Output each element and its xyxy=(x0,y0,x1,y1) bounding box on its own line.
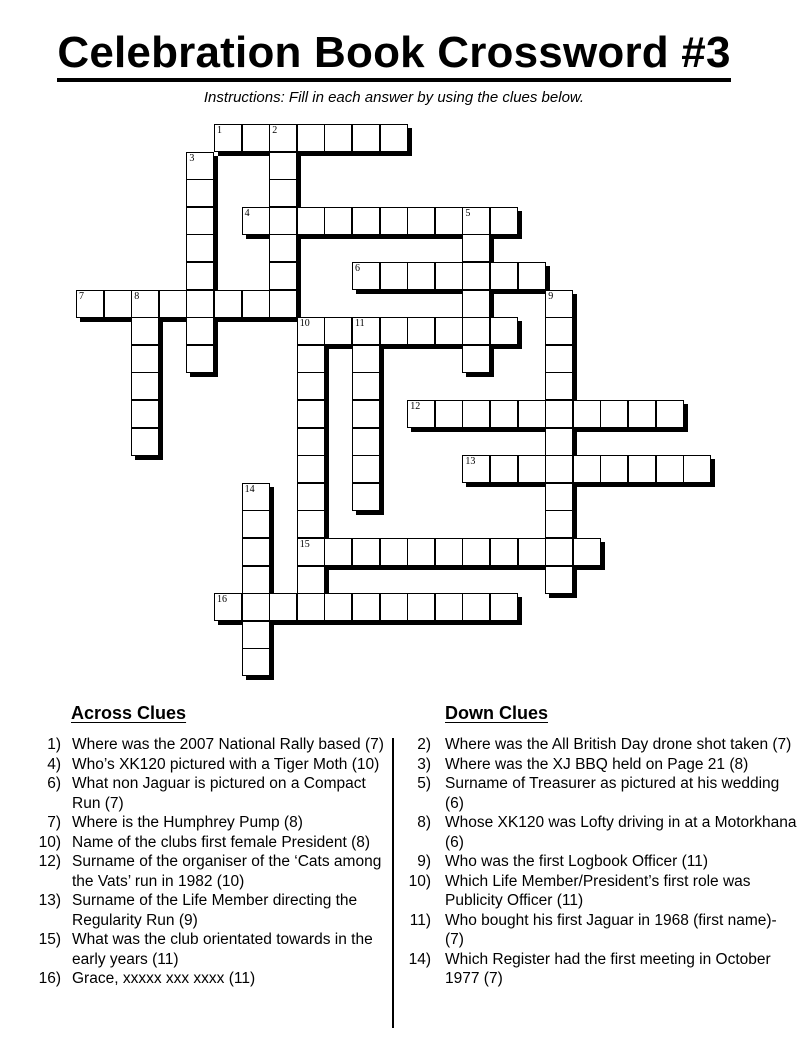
clue-number: 12) xyxy=(38,853,61,870)
grid-cell[interactable] xyxy=(214,290,242,318)
grid-cell[interactable] xyxy=(545,290,573,318)
down-clue-list xyxy=(398,735,798,989)
grid-cell[interactable] xyxy=(324,124,352,152)
grid-cell[interactable] xyxy=(352,345,380,373)
clue-number: 9) xyxy=(417,853,431,870)
grid-cell[interactable] xyxy=(407,593,435,621)
grid-cell[interactable] xyxy=(104,290,132,318)
grid-cell[interactable] xyxy=(214,593,242,621)
clue-text: Grace, xxxxx xxx xxxx (11) xyxy=(72,970,256,987)
clue-number: 11) xyxy=(409,911,431,929)
grid-cell[interactable] xyxy=(324,593,352,621)
clue-text: Which Register had the first meeting in October 1977 (7) xyxy=(445,950,771,987)
clue-number: 6) xyxy=(47,775,61,792)
clue-item xyxy=(398,911,798,950)
grid-cell[interactable] xyxy=(545,372,573,400)
clue-number: 8) xyxy=(417,814,431,831)
grid-cell[interactable] xyxy=(545,566,573,594)
grid-cell[interactable] xyxy=(545,400,573,428)
grid-cell[interactable] xyxy=(545,317,573,345)
grid-cell[interactable] xyxy=(545,483,573,511)
grid-cell[interactable] xyxy=(269,262,297,290)
grid-cell[interactable] xyxy=(490,593,518,621)
grid-cell[interactable] xyxy=(297,345,325,373)
grid-cell[interactable] xyxy=(131,372,159,400)
grid-cell[interactable] xyxy=(407,207,435,235)
grid-cell[interactable] xyxy=(435,317,463,345)
grid-cell[interactable] xyxy=(297,483,325,511)
column-divider xyxy=(392,738,394,1028)
clue-number: 1) xyxy=(47,736,61,753)
grid-cell[interactable] xyxy=(545,510,573,538)
grid-cell[interactable] xyxy=(297,400,325,428)
grid-cell[interactable] xyxy=(462,290,490,318)
grid-cell[interactable] xyxy=(545,455,573,483)
grid-cell[interactable] xyxy=(242,207,270,235)
grid-cell[interactable] xyxy=(352,400,380,428)
clue-number: 13) xyxy=(38,892,61,909)
clue-text: Where was the 2007 National Rally based (7) xyxy=(72,736,384,753)
grid-cell[interactable] xyxy=(131,345,159,373)
grid-cell[interactable] xyxy=(435,400,463,428)
grid-cell[interactable] xyxy=(324,538,352,566)
grid-cell[interactable] xyxy=(462,317,490,345)
grid-cell[interactable] xyxy=(242,483,270,511)
grid-cell[interactable] xyxy=(435,207,463,235)
clue-number: 16) xyxy=(38,970,61,987)
grid-cell[interactable] xyxy=(297,428,325,456)
grid-cell[interactable] xyxy=(490,400,518,428)
grid-cell[interactable] xyxy=(380,124,408,152)
grid-cell[interactable] xyxy=(435,593,463,621)
grid-cell[interactable] xyxy=(352,593,380,621)
clue-number: 14) xyxy=(408,950,431,968)
clue-item xyxy=(0,930,390,969)
grid-cell[interactable] xyxy=(186,152,214,180)
grid-cell[interactable] xyxy=(490,207,518,235)
cell-number: 3 xyxy=(189,152,195,164)
grid-cell[interactable] xyxy=(131,290,159,318)
grid-cell[interactable] xyxy=(490,538,518,566)
grid-cell[interactable] xyxy=(407,400,435,428)
cell-number: 15 xyxy=(299,539,310,550)
clue-text: Who’s XK120 pictured with a Tiger Moth (10) xyxy=(72,755,380,773)
grid-cell[interactable] xyxy=(269,207,297,235)
grid-cell[interactable] xyxy=(297,372,325,400)
grid-cell[interactable] xyxy=(600,400,628,428)
clue-number: 15) xyxy=(38,931,61,948)
clue-text: Who was the first Logbook Officer (11) xyxy=(445,853,709,870)
clue-text: Where is the Humphrey Pump (8) xyxy=(72,814,303,831)
cell-number: 9 xyxy=(548,290,554,302)
grid-cell[interactable] xyxy=(186,317,214,345)
grid-cell[interactable] xyxy=(656,400,684,428)
grid-cell[interactable] xyxy=(573,455,601,483)
clue-text: Whose XK120 was Lofty driving in at a Motorkhana (6) xyxy=(445,814,797,851)
grid-cell[interactable] xyxy=(214,124,242,152)
clue-text: Where was the All British Day drone shot taken (7) xyxy=(445,736,792,753)
grid-cell[interactable] xyxy=(490,317,518,345)
grid-cell[interactable] xyxy=(352,483,380,511)
grid-cell[interactable] xyxy=(269,234,297,262)
grid-cell[interactable] xyxy=(131,400,159,428)
grid-cell[interactable] xyxy=(297,207,325,235)
grid-cell[interactable] xyxy=(462,207,490,235)
grid-cell[interactable] xyxy=(352,262,380,290)
clue-number: 10) xyxy=(38,833,61,851)
cell-number: 1 xyxy=(217,125,222,136)
clue-number: 4) xyxy=(47,755,61,773)
grid-cell[interactable] xyxy=(462,538,490,566)
clue-item xyxy=(398,950,798,989)
grid-cell[interactable] xyxy=(242,566,270,594)
grid-cell[interactable] xyxy=(297,593,325,621)
clue-number: 7) xyxy=(47,814,61,831)
grid-cell[interactable] xyxy=(297,124,325,152)
grid-cell[interactable] xyxy=(352,455,380,483)
across-clue-list xyxy=(0,735,390,989)
clue-number: 5) xyxy=(417,775,431,792)
clue-text: Where was the XJ BBQ held on Page 21 (8) xyxy=(445,755,749,773)
clue-text: Surname of the organiser of the ‘Cats among the Vats’ run in 1982 (10) xyxy=(72,853,382,890)
grid-cell[interactable] xyxy=(186,207,214,235)
clue-item xyxy=(398,813,798,852)
clue-text: Surname of the Life Member directing the Regularity Run (9) xyxy=(72,892,358,929)
grid-cell[interactable] xyxy=(269,290,297,318)
clue-text: Name of the clubs first female President (8) xyxy=(72,833,371,851)
cell-number: 11 xyxy=(355,318,365,330)
grid-cell[interactable] xyxy=(186,290,214,318)
clue-item xyxy=(398,755,798,775)
cell-number: 16 xyxy=(217,594,227,606)
grid-cell[interactable] xyxy=(242,124,270,152)
grid-cell[interactable] xyxy=(242,510,270,538)
grid-cell[interactable] xyxy=(269,124,297,152)
grid-cell[interactable] xyxy=(628,400,656,428)
clue-item xyxy=(398,872,798,911)
grid-cell[interactable] xyxy=(324,317,352,345)
grid-cell[interactable] xyxy=(380,207,408,235)
grid-cell[interactable] xyxy=(297,317,325,345)
grid-cell[interactable] xyxy=(462,262,490,290)
instructions: Instructions: Fill in each answer by using the clues below. xyxy=(203,89,585,106)
grid-cell[interactable] xyxy=(242,593,270,621)
grid-cell[interactable] xyxy=(352,124,380,152)
grid-cell[interactable] xyxy=(407,262,435,290)
grid-cell[interactable] xyxy=(573,400,601,428)
grid-cell[interactable] xyxy=(490,455,518,483)
grid-cell[interactable] xyxy=(462,345,490,373)
grid-cell[interactable] xyxy=(380,538,408,566)
grid-cell[interactable] xyxy=(131,317,159,345)
clue-item xyxy=(0,969,390,989)
clue-text: What non Jaguar is pictured on a Compact Run (7) xyxy=(72,775,366,812)
grid-cell[interactable] xyxy=(573,538,601,566)
cell-number: 4 xyxy=(244,207,250,219)
grid-cell[interactable] xyxy=(545,538,573,566)
grid-cell[interactable] xyxy=(600,455,628,483)
grid-cell[interactable] xyxy=(407,317,435,345)
clue-item xyxy=(0,891,390,930)
grid-cell[interactable] xyxy=(352,428,380,456)
grid-cell[interactable] xyxy=(407,538,435,566)
grid-cell[interactable] xyxy=(242,538,270,566)
grid-cell[interactable] xyxy=(380,317,408,345)
grid-cell[interactable] xyxy=(352,317,380,345)
grid-cell[interactable] xyxy=(435,538,463,566)
grid-cell[interactable] xyxy=(297,566,325,594)
page-title: Celebration Book Crossword #3 xyxy=(57,28,731,77)
clue-item xyxy=(0,833,390,853)
grid-cell[interactable] xyxy=(628,455,656,483)
grid-cell[interactable] xyxy=(269,179,297,207)
grid-cell[interactable] xyxy=(462,400,490,428)
cell-number: 13 xyxy=(465,456,476,468)
clue-number: 2) xyxy=(417,736,431,753)
grid-cell[interactable] xyxy=(297,538,325,566)
clue-item xyxy=(398,852,798,872)
grid-cell[interactable] xyxy=(297,510,325,538)
cell-number: 5 xyxy=(465,207,471,219)
grid-cell[interactable] xyxy=(131,428,159,456)
grid-cell[interactable] xyxy=(186,234,214,262)
clue-text: What was the club orientated towards in the early years (11) xyxy=(72,931,373,968)
clue-item xyxy=(0,813,390,833)
grid-cell[interactable] xyxy=(352,372,380,400)
clue-item xyxy=(0,852,390,891)
grid-cell[interactable] xyxy=(545,428,573,456)
across-clues-heading: Across Clues xyxy=(71,703,187,723)
clue-number: 10) xyxy=(408,872,431,890)
grid-cell[interactable] xyxy=(297,455,325,483)
grid-cell[interactable] xyxy=(269,593,297,621)
grid-cell[interactable] xyxy=(518,455,546,483)
cell-number: 14 xyxy=(244,483,255,495)
cell-number: 2 xyxy=(272,125,278,136)
grid-cell[interactable] xyxy=(462,234,490,262)
cell-number: 10 xyxy=(299,318,310,330)
cell-number: 6 xyxy=(355,263,360,274)
grid-cell[interactable] xyxy=(518,538,546,566)
clue-number: 3) xyxy=(417,755,431,773)
clue-text: Which Life Member/President’s first role was Publicity Officer (11) xyxy=(445,872,751,909)
clue-text: Who bought his first Jaguar in 1968 (first name)- (7) xyxy=(445,911,777,948)
grid-cell[interactable] xyxy=(242,621,270,649)
grid-cell[interactable] xyxy=(159,290,187,318)
grid-cell[interactable] xyxy=(242,648,270,676)
grid-cell[interactable] xyxy=(518,262,546,290)
grid-cell[interactable] xyxy=(462,455,490,483)
clue-item xyxy=(0,774,390,813)
grid-cell[interactable] xyxy=(186,179,214,207)
down-clues-heading: Down Clues xyxy=(445,703,549,723)
clue-item xyxy=(0,735,390,755)
grid-cell[interactable] xyxy=(269,152,297,180)
grid-cell[interactable] xyxy=(545,345,573,373)
grid-cell[interactable] xyxy=(518,400,546,428)
clue-text: Surname of Treasurer as pictured at his wedding (6) xyxy=(445,775,780,812)
grid-cell[interactable] xyxy=(242,290,270,318)
grid-cell[interactable] xyxy=(462,593,490,621)
grid-cell[interactable] xyxy=(76,290,104,318)
grid-cell[interactable] xyxy=(435,262,463,290)
grid-cell[interactable] xyxy=(352,207,380,235)
clue-item xyxy=(398,735,798,755)
grid-cell[interactable] xyxy=(380,593,408,621)
clue-item xyxy=(0,755,390,775)
cell-number: 7 xyxy=(79,290,84,302)
grid-cell[interactable] xyxy=(186,262,214,290)
grid-cell[interactable] xyxy=(380,262,408,290)
grid-cell[interactable] xyxy=(186,345,214,373)
clue-item xyxy=(398,774,798,813)
grid-cell[interactable] xyxy=(490,262,518,290)
grid-cell[interactable] xyxy=(656,455,684,483)
grid-cell[interactable] xyxy=(324,207,352,235)
cell-number: 12 xyxy=(410,401,421,412)
cell-number: 8 xyxy=(134,290,140,302)
grid-cell[interactable] xyxy=(683,455,711,483)
grid-cell[interactable] xyxy=(352,538,380,566)
